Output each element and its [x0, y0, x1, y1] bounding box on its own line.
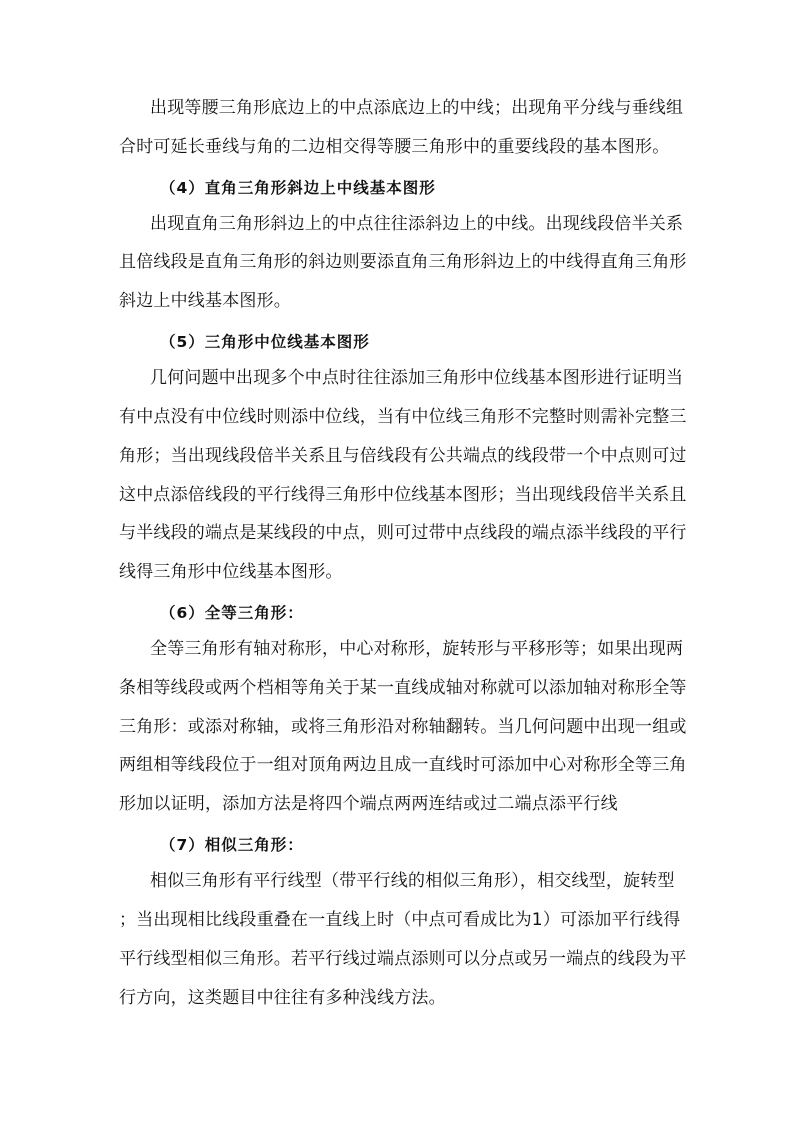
paragraph-line: 行方向，这类题目中往往有多种浅线方法。	[119, 988, 446, 1008]
paragraph-line: 且倍线段是直角三角形的斜边则要添直角三角形斜边上的中线得直角三角形	[119, 252, 687, 272]
section-heading-5: （5）三角形中位线基本图形	[160, 333, 370, 351]
paragraph-line: 线得三角形中位线基本图形。	[119, 562, 343, 582]
section-heading-7: （7）相似三角形：	[160, 836, 304, 854]
section-heading-4: （4）直角三角形斜边上中线基本图形	[160, 179, 436, 197]
section-heading-6: （6）全等三角形：	[160, 604, 304, 622]
paragraph-line: 三角形：或添对称轴，或将三角形沿对称轴翻转。当几何问题中出现一组或	[119, 717, 687, 737]
paragraph-line: 角形；当出现线段倍半关系且与倍线段有公共端点的线段带一个中点则可过	[119, 446, 687, 466]
paragraph-line: 合时可延长垂线与角的二边相交得等腰三角形中的重要线段的基本图形。	[119, 137, 670, 157]
paragraph-line: 全等三角形有轴对称形，中心对称形，旋转形与平移形等；如果出现两	[150, 639, 684, 659]
paragraph-line: 几何问题中出现多个中点时往往添加三角形中位线基本图形进行证明当	[150, 368, 684, 388]
paragraph-line: ；当出现相比线段重叠在一直线上时（中点可看成比为1）可添加平行线得	[119, 910, 681, 930]
paragraph-line: 出现直角三角形斜边上的中点往往添斜边上的中线。出现线段倍半关系	[150, 214, 684, 234]
paragraph-line: 两组相等线段位于一组对顶角两边且成一直线时可添加中心对称形全等三角	[119, 755, 687, 775]
paragraph-line: 形加以证明，添加方法是将四个端点两两连结或过二端点添平行线	[119, 794, 618, 814]
paragraph-line: 出现等腰三角形底边上的中点添底边上的中线；出现角平分线与垂线组	[150, 98, 684, 118]
paragraph-line: 这中点添倍线段的平行线得三角形中位线基本图形；当出现线段倍半关系且	[119, 485, 687, 505]
paragraph-line: 条相等线段或两个档相等角关于某一直线成轴对称就可以添加轴对称形全等	[119, 678, 687, 698]
paragraph-line: 平行线型相似三角形。若平行线过端点添则可以分点或另一端点的线段为平	[119, 949, 687, 969]
paragraph-line: 与半线段的端点是某线段的中点，则可过带中点线段的端点添半线段的平行	[119, 523, 687, 543]
paragraph-line: 有中点没有中位线时则添中位线，当有中位线三角形不完整时则需补完整三	[119, 407, 687, 427]
paragraph-line: 相似三角形有平行线型（带平行线的相似三角形），相交线型，旋转型	[150, 871, 675, 891]
paragraph-line: 斜边上中线基本图形。	[119, 291, 291, 311]
